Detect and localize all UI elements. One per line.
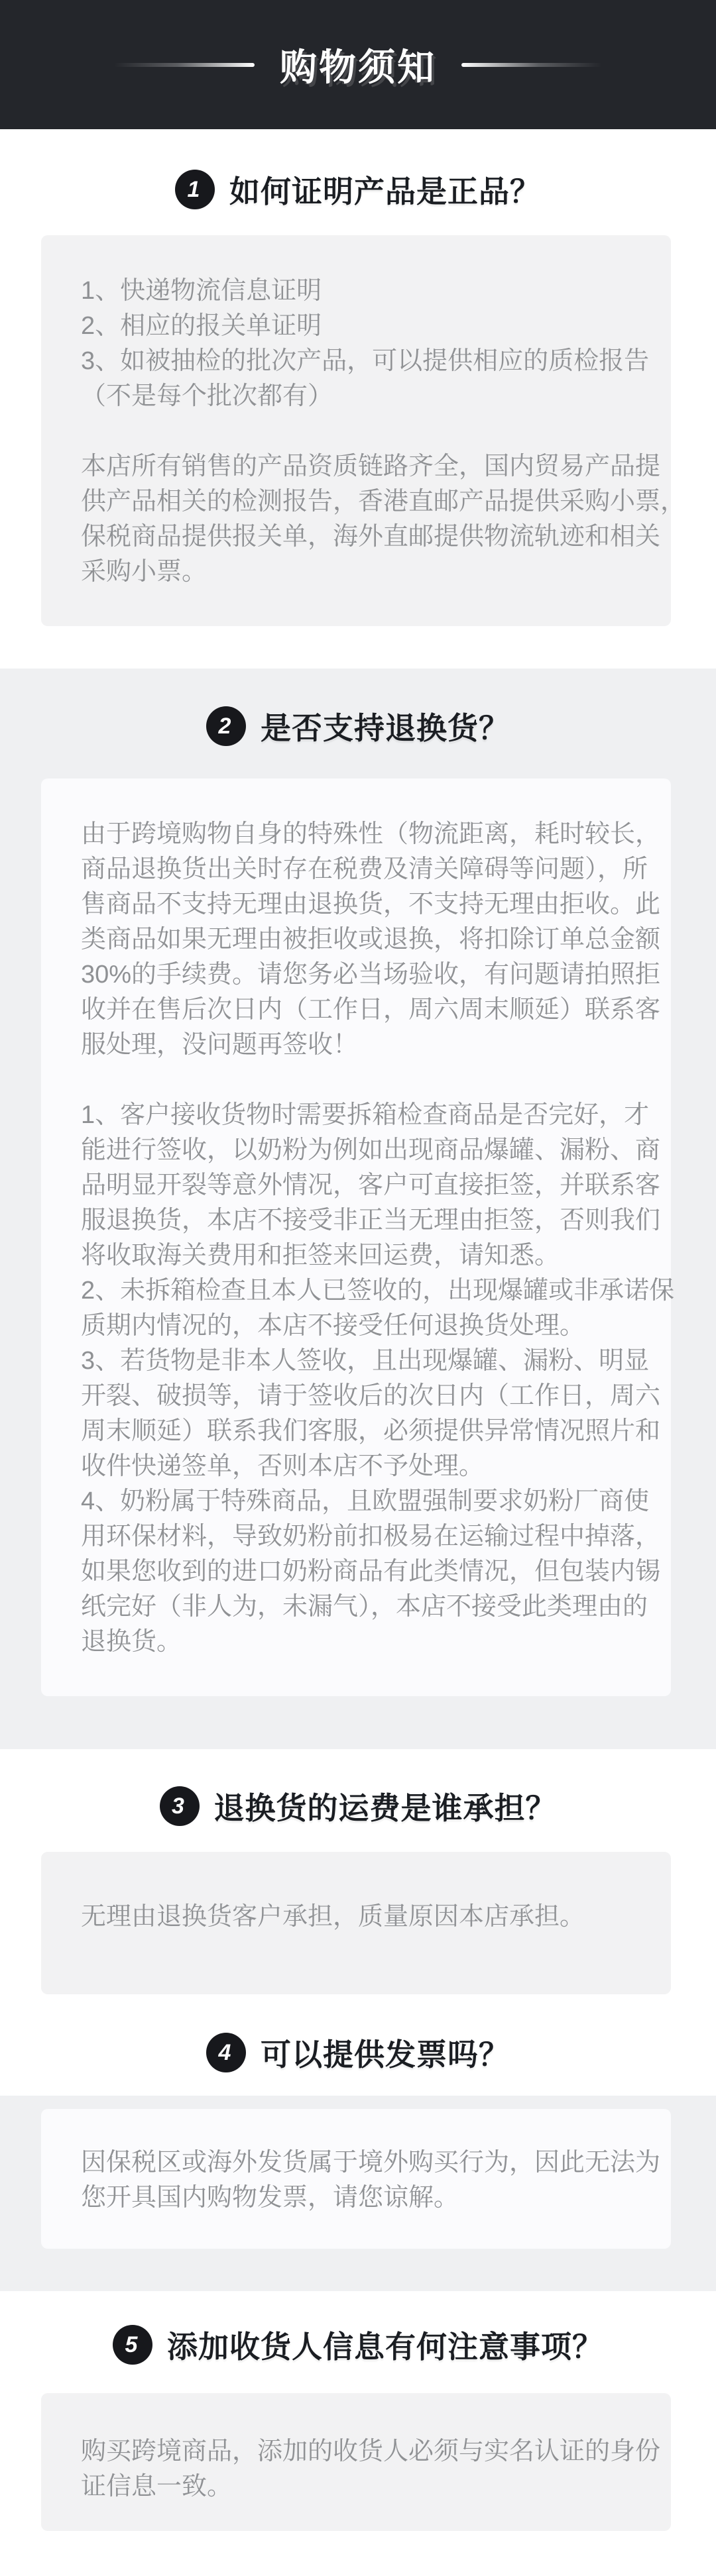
body-text-line: 1、快递物流信息证明 xyxy=(81,277,322,305)
body-text-line: 因保税区或海外发货属于境外购买行为，因此无法为 xyxy=(81,2149,661,2176)
section-4-title: 可以提供发票吗？ xyxy=(261,2037,510,2072)
body-text-line: 商品退换货出关时存在税费及清关障碍等问题），所 xyxy=(81,855,648,883)
body-text-line: 无理由退换货客户承担，质量原因本店承担。 xyxy=(81,1903,585,1931)
body-text-line: 质期内情况的，本店不接受任何退换货处理。 xyxy=(81,1312,585,1340)
page-header xyxy=(0,0,716,129)
body-text-line: 服退换货，本店不接受非正当无理由拒签，否则我们 xyxy=(81,1207,661,1234)
body-text-line: 2、未拆箱检查且本人已签收的，出现爆罐或非承诺保 xyxy=(81,1277,675,1305)
body-text-line: 纸完好（非人为，未漏气），本店不接受此类理由的 xyxy=(81,1593,648,1621)
body-text-line: 如果您收到的进口奶粉商品有此类情况，但包装内锡 xyxy=(81,1558,661,1585)
decor-line-right-icon xyxy=(461,63,602,67)
body-text-line xyxy=(81,1063,644,1098)
section-5-body-card xyxy=(41,2393,671,2531)
section-5-heading xyxy=(0,2324,716,2365)
body-text-line: 服处理，没问题再签收！ xyxy=(81,1031,359,1059)
body-text-line: 周末顺延）联系我们客服，必须提供异常情况照片和 xyxy=(81,1417,661,1445)
body-text-line: 3、如被抽检的批次产品，可以提供相应的质检报告 xyxy=(81,347,650,375)
section-2-number-badge: 2 xyxy=(206,706,246,746)
section-3-body-card xyxy=(41,1852,671,1994)
section-5-title: 添加收货人信息有何注意事项？ xyxy=(167,2330,603,2364)
body-text-line: 类商品如果无理由被拒收或退换，将扣除订单总金额 xyxy=(81,926,661,953)
section-1-title: 如何证明产品是正品？ xyxy=(229,174,541,209)
section-1-heading xyxy=(0,169,716,210)
body-text-line: 2、相应的报关单证明 xyxy=(81,312,322,340)
section-2-title: 是否支持退换货？ xyxy=(261,711,510,745)
body-text-line: 采购小票。 xyxy=(81,558,208,586)
body-text-line: 保税商品提供报关单，海外直邮提供物流轨迹和相关 xyxy=(81,523,661,551)
section-2-heading xyxy=(0,706,716,747)
body-text-line xyxy=(81,414,644,449)
section-1-number-badge: 1 xyxy=(175,170,215,209)
body-text-line: 3、若货物是非本人签收，且出现爆罐、漏粉、明显 xyxy=(81,1347,650,1375)
section-4-heading xyxy=(0,2032,716,2073)
body-text-line: 开裂、破损等，请于签收后的次日内（工作日，周六 xyxy=(81,1382,661,1410)
section-4-number-badge: 4 xyxy=(206,2033,246,2072)
body-text-line: 您开具国内购物发票，请您谅解。 xyxy=(81,2184,459,2212)
section-4-body-card xyxy=(41,2109,671,2249)
body-text-line: 4、奶粉属于特殊商品，且欧盟强制要求奶粉厂商使 xyxy=(81,1487,650,1515)
body-text-line: 证信息一致。 xyxy=(81,2473,233,2500)
body-text-line: 本店所有销售的产品资质链路齐全，国内贸易产品提 xyxy=(81,453,661,480)
decor-line-left-icon xyxy=(114,63,255,67)
page-title: 购物须知 xyxy=(280,46,436,88)
section-5-number-badge: 5 xyxy=(113,2325,152,2365)
body-text-line: 退换货。 xyxy=(81,1628,182,1656)
body-text-line: 将收取海关费用和拒签来回运费，请知悉。 xyxy=(81,1242,560,1269)
body-text-line: 购买跨境商品，添加的收货人必须与实名认证的身份 xyxy=(81,2438,661,2465)
body-text-line: 30%的手续费。请您务必当场验收，有问题请拍照拒 xyxy=(81,961,661,989)
body-text-line: 收件快递签单，否则本店不予处理。 xyxy=(81,1452,485,1480)
body-text-line: 1、客户接收货物时需要拆箱检查商品是否完好，才 xyxy=(81,1101,650,1129)
section-3-heading xyxy=(0,1786,716,1827)
section-1-body-card xyxy=(41,235,686,626)
body-text-line: 品明显开裂等意外情况，客户可直接拒签，并联系客 xyxy=(81,1171,661,1199)
body-text-line: 由于跨境购物自身的特殊性（物流距离，耗时较长， xyxy=(81,820,661,848)
section-3-title: 退换货的运费是谁承担？ xyxy=(213,1791,557,1825)
body-text-line: 能进行签收，以奶粉为例如出现商品爆罐、漏粉、商 xyxy=(81,1136,661,1164)
body-text-line: 售商品不支持无理由退换货，不支持无理由拒收。此 xyxy=(81,890,661,918)
section-2-band xyxy=(0,669,716,1749)
body-text-line: 供产品相关的检测报告，香港直邮产品提供采购小票， xyxy=(81,488,686,515)
body-text-line: （不是每个批次都有） xyxy=(81,382,333,410)
section-2-body-card xyxy=(41,778,675,1696)
body-text-line: 收并在售后次日内（工作日，周六周末顺延）联系客 xyxy=(81,996,661,1024)
section-3-number-badge: 3 xyxy=(160,1786,200,1826)
body-text-line: 用环保材料，导致奶粉前扣极易在运输过程中掉落， xyxy=(81,1523,661,1550)
section-4-band xyxy=(0,2096,716,2291)
